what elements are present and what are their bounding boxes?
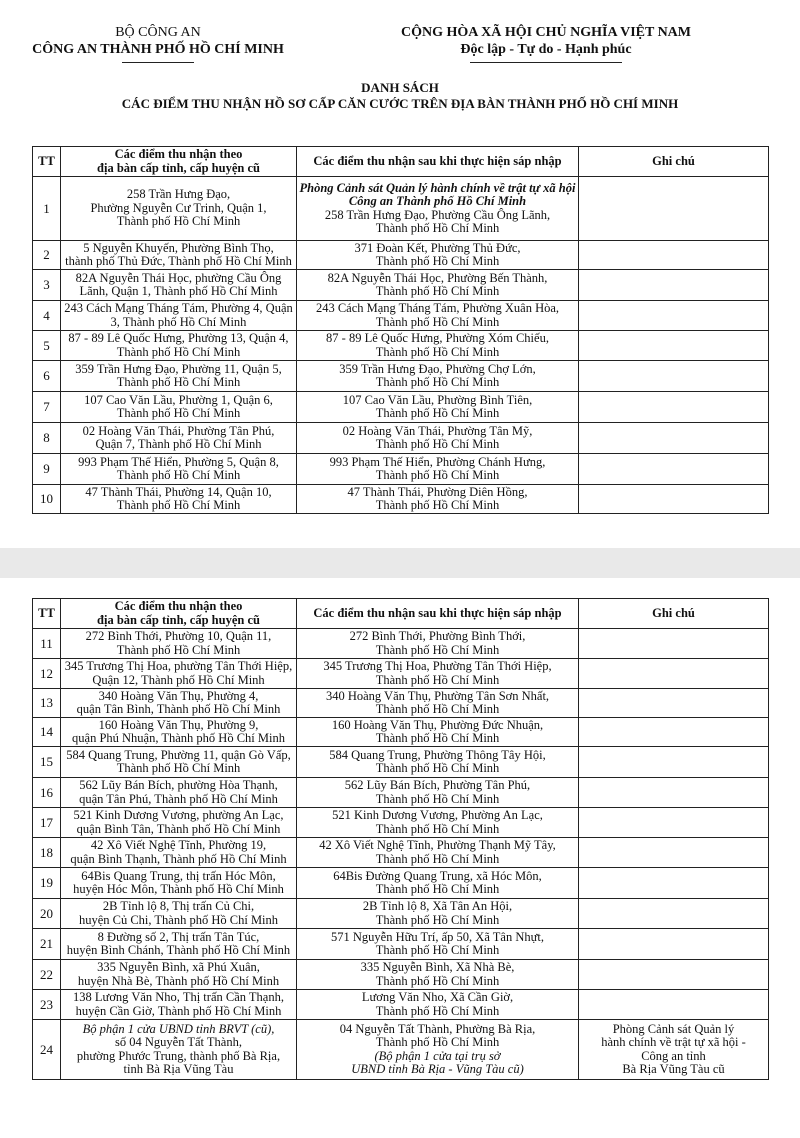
new-location-cell	[297, 1020, 579, 1080]
old-location-line: Quận 12, Thành phố Hồ Chí Minh	[92, 672, 265, 687]
note-cell	[579, 899, 769, 929]
new-location-line: Thành phố Hồ Chí Minh	[375, 437, 500, 451]
table-header-row	[33, 147, 769, 177]
table-row	[33, 485, 769, 514]
new-location-line: Thành phố Hồ Chí Minh	[375, 375, 500, 389]
table-row	[33, 960, 769, 990]
new-location-line: 47 Thành Thái, Phường Diên Hồng,	[347, 484, 528, 499]
new-location-line: 571 Nguyễn Hữu Trí, ấp 50, Xã Tân Nhựt,	[331, 929, 544, 944]
table-row	[33, 868, 769, 899]
table-row	[33, 270, 769, 301]
new-location-line: Thành phố Hồ Chí Minh	[375, 761, 500, 775]
new-location-cell	[297, 990, 579, 1020]
old-location-line: 82A Nguyễn Thái Học, phường Cầu Ông	[75, 270, 282, 285]
old-location-line: 42 Xô Viết Nghệ Tĩnh, Phường 19,	[90, 838, 267, 852]
old-location-line: phường Phước Trung, thành phố Bà Rịa,	[76, 1048, 281, 1063]
new-location-cell	[297, 392, 579, 423]
row-number: 12	[33, 659, 61, 689]
new-location-line: Thành phố Hồ Chí Minh	[375, 498, 500, 512]
col-old-header-line2: địa bàn cấp tỉnh, cấp huyện cũ	[97, 160, 260, 175]
new-location-heading: Phòng Cảnh sát Quản lý hành chính về trật tự xã hội	[299, 180, 576, 195]
new-location-line: 2B Tỉnh lộ 8, Xã Tân An Hội,	[362, 899, 513, 913]
new-location-cell	[297, 361, 579, 392]
locations-table-1	[32, 146, 769, 514]
old-location-line: quận Tân Phú, Thành phố Hồ Chí Minh	[79, 791, 278, 806]
new-location-line: 64Bis Đường Quang Trung, xã Hóc Môn,	[333, 868, 542, 883]
row-number: 14	[33, 718, 61, 747]
old-location-line: 138 Lương Văn Nho, Thị trấn Cần Thạnh,	[73, 990, 284, 1004]
old-location-line: 340 Hoàng Văn Thụ, Phường 4,	[98, 688, 259, 703]
doc-subtitle: CÁC ĐIỂM THU NHẬN HỒ SƠ CẤP CĂN CƯỚC TRÊN ĐỊA BÀN THÀNH PHỐ HỒ CHÍ MINH	[121, 96, 679, 111]
row-number: 23	[33, 990, 61, 1020]
old-location-line: huyện Bình Chánh, Thành phố Hồ Chí Minh	[66, 943, 291, 957]
table-row	[33, 990, 769, 1020]
new-location-cell	[297, 659, 579, 689]
old-location-cell	[61, 838, 297, 868]
new-location-line: Thành phố Hồ Chí Minh	[375, 731, 500, 745]
old-location-line: 64Bis Quang Trung, thị trấn Hóc Môn,	[81, 868, 276, 883]
old-location-line: huyện Nhà Bè, Thành phố Hồ Chí Minh	[77, 973, 280, 988]
col-old-header	[61, 599, 297, 629]
new-location-cell	[297, 868, 579, 899]
old-location-cell	[61, 629, 297, 659]
new-location-line: 359 Trần Hưng Đạo, Phường Chợ Lớn,	[339, 361, 536, 376]
table-row	[33, 392, 769, 423]
new-location-line: 160 Hoàng Văn Thụ, Phường Đức Nhuận,	[331, 717, 544, 732]
new-location-cell	[297, 331, 579, 361]
row-number: 18	[33, 838, 61, 868]
new-location-cell	[297, 301, 579, 331]
table-row	[33, 361, 769, 392]
table-row	[33, 301, 769, 331]
old-location-line: 107 Cao Văn Lầu, Phường 1, Quận 6,	[84, 392, 273, 407]
new-location-line: 340 Hoàng Văn Thụ, Phường Tân Sơn Nhất,	[325, 688, 550, 703]
new-location-line: 993 Phạm Thế Hiển, Phường Chánh Hưng,	[329, 454, 546, 469]
row-number: 19	[33, 868, 61, 899]
new-location-line: Thành phố Hồ Chí Minh	[375, 791, 500, 806]
new-location-line: Thành phố Hồ Chí Minh	[375, 221, 500, 235]
table-row	[33, 1020, 769, 1080]
new-location-line: Thành phố Hồ Chí Minh	[375, 254, 500, 268]
note-cell	[579, 361, 769, 392]
old-location-line: Thành phố Hồ Chí Minh	[116, 761, 241, 775]
new-location-italic-line: UBND tỉnh Bà Rịa - Vũng Tàu cũ)	[351, 1062, 524, 1076]
old-location-line: 584 Quang Trung, Phường 11, quận Gò Vấp,	[66, 747, 291, 762]
old-location-cell	[61, 361, 297, 392]
note-cell	[579, 747, 769, 778]
row-number: 13	[33, 689, 61, 718]
old-location-cell	[61, 331, 297, 361]
table-row	[33, 423, 769, 454]
motto: Độc lập - Tự do - Hạnh phúc	[460, 42, 632, 57]
row-number: 2	[33, 241, 61, 270]
old-location-cell	[61, 1020, 297, 1080]
new-location-line: Thành phố Hồ Chí Minh	[375, 943, 500, 957]
new-location-cell	[297, 960, 579, 990]
old-location-line: 243 Cách Mạng Tháng Tám, Phường 4, Quận	[64, 301, 293, 315]
new-location-line: Thành phố Hồ Chí Minh	[375, 702, 500, 716]
new-location-cell	[297, 899, 579, 929]
old-location-line: huyện Cần Giờ, Thành phố Hồ Chí Minh	[75, 1003, 282, 1018]
note-line: Phòng Cảnh sát Quản lý	[612, 1021, 735, 1036]
new-location-cell	[297, 929, 579, 960]
old-location-line: 02 Hoàng Văn Thái, Phường Tân Phú,	[82, 423, 275, 438]
note-line: hành chính về trật tự xã hội -	[601, 1035, 746, 1049]
row-number: 7	[33, 392, 61, 423]
note-cell	[579, 485, 769, 514]
note-cell	[579, 659, 769, 689]
old-location-line: 47 Thành Thái, Phường 14, Quận 10,	[85, 484, 272, 499]
row-number: 22	[33, 960, 61, 990]
old-location-cell	[61, 778, 297, 808]
new-location-line: Thành phố Hồ Chí Minh	[375, 284, 500, 298]
new-location-cell	[297, 485, 579, 514]
new-location-cell	[297, 838, 579, 868]
new-location-line: 584 Quang Trung, Phường Thông Tây Hội,	[329, 747, 546, 762]
new-location-line: 272 Bình Thới, Phường Bình Thới,	[349, 629, 526, 643]
old-location-cell	[61, 270, 297, 301]
old-location-line: tỉnh Bà Rịa Vũng Tàu	[123, 1062, 234, 1076]
note-cell	[579, 331, 769, 361]
old-location-line: 8 Đường số 2, Thị trấn Tân Túc,	[97, 929, 260, 944]
row-number: 15	[33, 747, 61, 778]
new-location-cell	[297, 778, 579, 808]
note-line: Bà Rịa Vũng Tàu cũ	[622, 1062, 725, 1076]
document-page-1	[0, 0, 800, 548]
new-location-line: 82A Nguyễn Thái Học, Phường Bến Thành,	[327, 270, 548, 285]
new-location-cell	[297, 718, 579, 747]
new-location-cell	[297, 423, 579, 454]
col-old-header-line1: Các điểm thu nhận theo	[114, 147, 243, 161]
new-location-line: 107 Cao Văn Lầu, Phường Bình Tiên,	[342, 392, 533, 407]
new-location-line: Thành phố Hồ Chí Minh	[375, 314, 500, 329]
new-location-line: Thành phố Hồ Chí Minh	[375, 821, 500, 836]
old-location-line: Phường Nguyễn Cư Trinh, Quận 1,	[90, 200, 267, 215]
ministry-name: BỘ CÔNG AN	[115, 25, 201, 40]
new-location-line: Thành phố Hồ Chí Minh	[375, 882, 500, 896]
old-location-cell	[61, 241, 297, 270]
new-location-line: Thành phố Hồ Chí Minh	[375, 642, 500, 657]
motto-underline	[470, 62, 622, 63]
old-location-line: 359 Trần Hưng Đạo, Phường 11, Quận 5,	[75, 361, 282, 376]
note-cell	[579, 778, 769, 808]
note-cell	[579, 392, 769, 423]
doc-title: DANH SÁCH	[361, 80, 439, 95]
table-row	[33, 718, 769, 747]
table-row	[33, 838, 769, 868]
old-location-line: Thành phố Hồ Chí Minh	[116, 344, 241, 359]
new-location-cell	[297, 241, 579, 270]
row-number: 16	[33, 778, 61, 808]
old-location-line: 160 Hoàng Văn Thụ, Phường 9,	[98, 717, 259, 732]
col-new-header: Các điểm thu nhận sau khi thực hiện sáp nhập	[297, 599, 579, 629]
new-location-line: Lương Văn Nho, Xã Cần Giờ,	[361, 990, 514, 1004]
old-location-cell	[61, 929, 297, 960]
note-cell	[579, 241, 769, 270]
old-location-cell	[61, 177, 297, 241]
new-location-line: Thành phố Hồ Chí Minh	[375, 672, 500, 687]
new-location-line: Thành phố Hồ Chí Minh	[375, 468, 500, 482]
old-location-line: Thành phố Hồ Chí Minh	[116, 642, 241, 657]
new-location-line: 02 Hoàng Văn Thái, Phường Tân Mỹ,	[342, 423, 533, 438]
new-location-line: Thành phố Hồ Chí Minh	[375, 1035, 500, 1049]
issuer-block	[18, 24, 298, 58]
table-row	[33, 808, 769, 838]
table-row	[33, 454, 769, 485]
note-cell	[579, 808, 769, 838]
note-cell	[579, 177, 769, 241]
table-row	[33, 929, 769, 960]
col-note-header: Ghi chú	[579, 599, 769, 629]
table-row	[33, 778, 769, 808]
old-location-cell	[61, 659, 297, 689]
new-location-cell	[297, 808, 579, 838]
new-location-line: 335 Nguyễn Bình, Xã Nhà Bè,	[360, 960, 515, 974]
note-cell	[579, 454, 769, 485]
table-row	[33, 177, 769, 241]
note-cell	[579, 929, 769, 960]
old-location-line: 5 Nguyễn Khuyến, Phường Bình Thọ,	[83, 240, 274, 255]
old-location-cell	[61, 747, 297, 778]
old-location-line: huyện Hóc Môn, Thành phố Hồ Chí Minh	[73, 882, 284, 896]
old-location-cell	[61, 990, 297, 1020]
old-location-cell	[61, 301, 297, 331]
new-location-cell	[297, 747, 579, 778]
col-note-header: Ghi chú	[579, 147, 769, 177]
old-location-line: Lãnh, Quận 1, Thành phố Hồ Chí Minh	[79, 284, 278, 298]
old-location-line: 2B Tỉnh lộ 8, Thị trấn Củ Chi,	[102, 899, 255, 913]
old-location-line: thành phố Thủ Đức, Thành phố Hồ Chí Minh	[65, 254, 292, 268]
col-old-header-line1: Các điểm thu nhận theo	[114, 599, 243, 613]
new-location-cell	[297, 689, 579, 718]
new-location-heading: Công an Thành phố Hồ Chí Minh	[348, 194, 527, 208]
old-location-cell	[61, 485, 297, 514]
new-location-italic-line: (Bộ phận 1 cửa tại trụ sở	[374, 1048, 501, 1063]
note-cell	[579, 301, 769, 331]
table-row	[33, 689, 769, 718]
old-location-line: 521 Kinh Dương Vương, phường An Lạc,	[73, 808, 284, 822]
old-location-line: Quận 7, Thành phố Hồ Chí Minh	[95, 437, 262, 451]
old-location-cell	[61, 689, 297, 718]
agency-name: CÔNG AN THÀNH PHỐ HỒ CHÍ MINH	[32, 42, 284, 57]
table-row	[33, 659, 769, 689]
note-cell	[579, 423, 769, 454]
new-location-line: Thành phố Hồ Chí Minh	[375, 973, 500, 988]
table-row	[33, 899, 769, 929]
note-cell	[579, 270, 769, 301]
old-location-line: quận Tân Bình, Thành phố Hồ Chí Minh	[76, 702, 281, 716]
row-number: 8	[33, 423, 61, 454]
col-old-header-line2: địa bàn cấp tỉnh, cấp huyện cũ	[97, 612, 260, 627]
new-location-cell	[297, 177, 579, 241]
old-location-cell	[61, 392, 297, 423]
new-location-line: 04 Nguyễn Tất Thành, Phường Bà Rịa,	[339, 1021, 536, 1036]
col-new-header: Các điểm thu nhận sau khi thực hiện sáp nhập	[297, 147, 579, 177]
new-location-line: Thành phố Hồ Chí Minh	[375, 406, 500, 420]
old-location-cell	[61, 960, 297, 990]
row-number: 17	[33, 808, 61, 838]
new-location-line: 371 Đoàn Kết, Phường Thủ Đức,	[354, 240, 521, 255]
new-location-line: Thành phố Hồ Chí Minh	[375, 912, 500, 927]
new-location-cell	[297, 270, 579, 301]
row-number: 9	[33, 454, 61, 485]
note-cell	[579, 718, 769, 747]
old-location-line: 993 Phạm Thế Hiển, Phường 5, Quận 8,	[78, 454, 279, 469]
old-location-italic-line: Bộ phận 1 cửa UBND tỉnh BRVT (cũ),	[82, 1021, 275, 1036]
note-cell	[579, 689, 769, 718]
old-location-line: 272 Bình Thới, Phường 10, Quận 11,	[85, 629, 272, 643]
old-location-line: 87 - 89 Lê Quốc Hưng, Phường 13, Quận 4,	[68, 331, 289, 345]
table-row	[33, 629, 769, 659]
table-row	[33, 331, 769, 361]
old-location-line: 335 Nguyễn Bình, xã Phú Xuân,	[97, 960, 260, 974]
row-number: 1	[33, 177, 61, 241]
old-location-line: Thành phố Hồ Chí Minh	[116, 468, 241, 482]
row-number: 4	[33, 301, 61, 331]
old-location-line: quận Bình Thạnh, Thành phố Hồ Chí Minh	[70, 851, 287, 866]
new-location-line: 42 Xô Viết Nghệ Tĩnh, Phường Thạnh Mỹ Tây,	[319, 838, 556, 852]
note-cell	[579, 868, 769, 899]
document-page-2	[0, 578, 800, 1138]
old-location-cell	[61, 423, 297, 454]
row-number: 24	[33, 1020, 61, 1080]
table-header-row	[33, 599, 769, 629]
row-number: 3	[33, 270, 61, 301]
new-location-cell	[297, 454, 579, 485]
row-number: 6	[33, 361, 61, 392]
new-location-line: 521 Kinh Dương Vương, Phường An Lạc,	[332, 808, 543, 822]
national-motto-block	[346, 24, 746, 58]
old-location-line: huyện Củ Chi, Thành phố Hồ Chí Minh	[78, 912, 279, 927]
note-cell	[579, 838, 769, 868]
row-number: 10	[33, 485, 61, 514]
new-location-line: 87 - 89 Lê Quốc Hưng, Phường Xóm Chiếu,	[326, 331, 549, 345]
new-location-line: Thành phố Hồ Chí Minh	[375, 1003, 500, 1018]
table-row	[33, 241, 769, 270]
new-location-line: 243 Cách Mạng Tháng Tám, Phường Xuân Hòa,	[315, 301, 560, 315]
note-cell	[579, 629, 769, 659]
old-location-line: quận Bình Tân, Thành phố Hồ Chí Minh	[76, 821, 281, 836]
old-location-line: Thành phố Hồ Chí Minh	[116, 375, 241, 389]
old-location-cell	[61, 868, 297, 899]
new-location-cell	[297, 629, 579, 659]
note-line: Công an tỉnh	[641, 1048, 706, 1063]
row-number: 5	[33, 331, 61, 361]
old-location-line: quận Phú Nhuận, Thành phố Hồ Chí Minh	[72, 731, 285, 745]
issuer-underline	[122, 62, 194, 63]
old-location-line: Thành phố Hồ Chí Minh	[116, 406, 241, 420]
row-number: 20	[33, 899, 61, 929]
note-cell	[579, 960, 769, 990]
old-location-cell	[61, 718, 297, 747]
locations-table-2	[32, 598, 769, 1080]
old-location-cell	[61, 899, 297, 929]
old-location-line: 3, Thành phố Hồ Chí Minh	[110, 314, 247, 329]
note-cell	[579, 990, 769, 1020]
old-location-line: số 04 Nguyễn Tất Thành,	[115, 1035, 242, 1049]
old-location-cell	[61, 808, 297, 838]
new-location-line: 562 Lũy Bán Bích, Phường Tân Phú,	[344, 778, 531, 792]
note-cell	[579, 1020, 769, 1080]
old-location-line: 345 Trương Thị Hoa, phường Tân Thới Hiệp,	[64, 659, 293, 673]
new-location-line: Thành phố Hồ Chí Minh	[375, 344, 500, 359]
row-number: 11	[33, 629, 61, 659]
col-tt-header: TT	[33, 599, 61, 629]
old-location-line: 562 Lũy Bán Bích, phường Hòa Thạnh,	[79, 778, 278, 792]
old-location-line: 258 Trần Hưng Đạo,	[126, 187, 231, 202]
old-location-cell	[61, 454, 297, 485]
col-tt-header: TT	[33, 147, 61, 177]
row-number: 21	[33, 929, 61, 960]
old-location-line: Thành phố Hồ Chí Minh	[116, 214, 241, 229]
new-location-line: 345 Trương Thị Hoa, Phường Tân Thới Hiệp,	[323, 659, 552, 673]
old-location-line: Thành phố Hồ Chí Minh	[116, 498, 241, 512]
new-location-line: Thành phố Hồ Chí Minh	[375, 851, 500, 866]
table-row	[33, 747, 769, 778]
new-location-line: 258 Trần Hưng Đạo, Phường Cầu Ông Lãnh,	[324, 207, 551, 222]
col-old-header	[61, 147, 297, 177]
country-name: CỘNG HÒA XÃ HỘI CHỦ NGHĨA VIỆT NAM	[400, 25, 691, 40]
